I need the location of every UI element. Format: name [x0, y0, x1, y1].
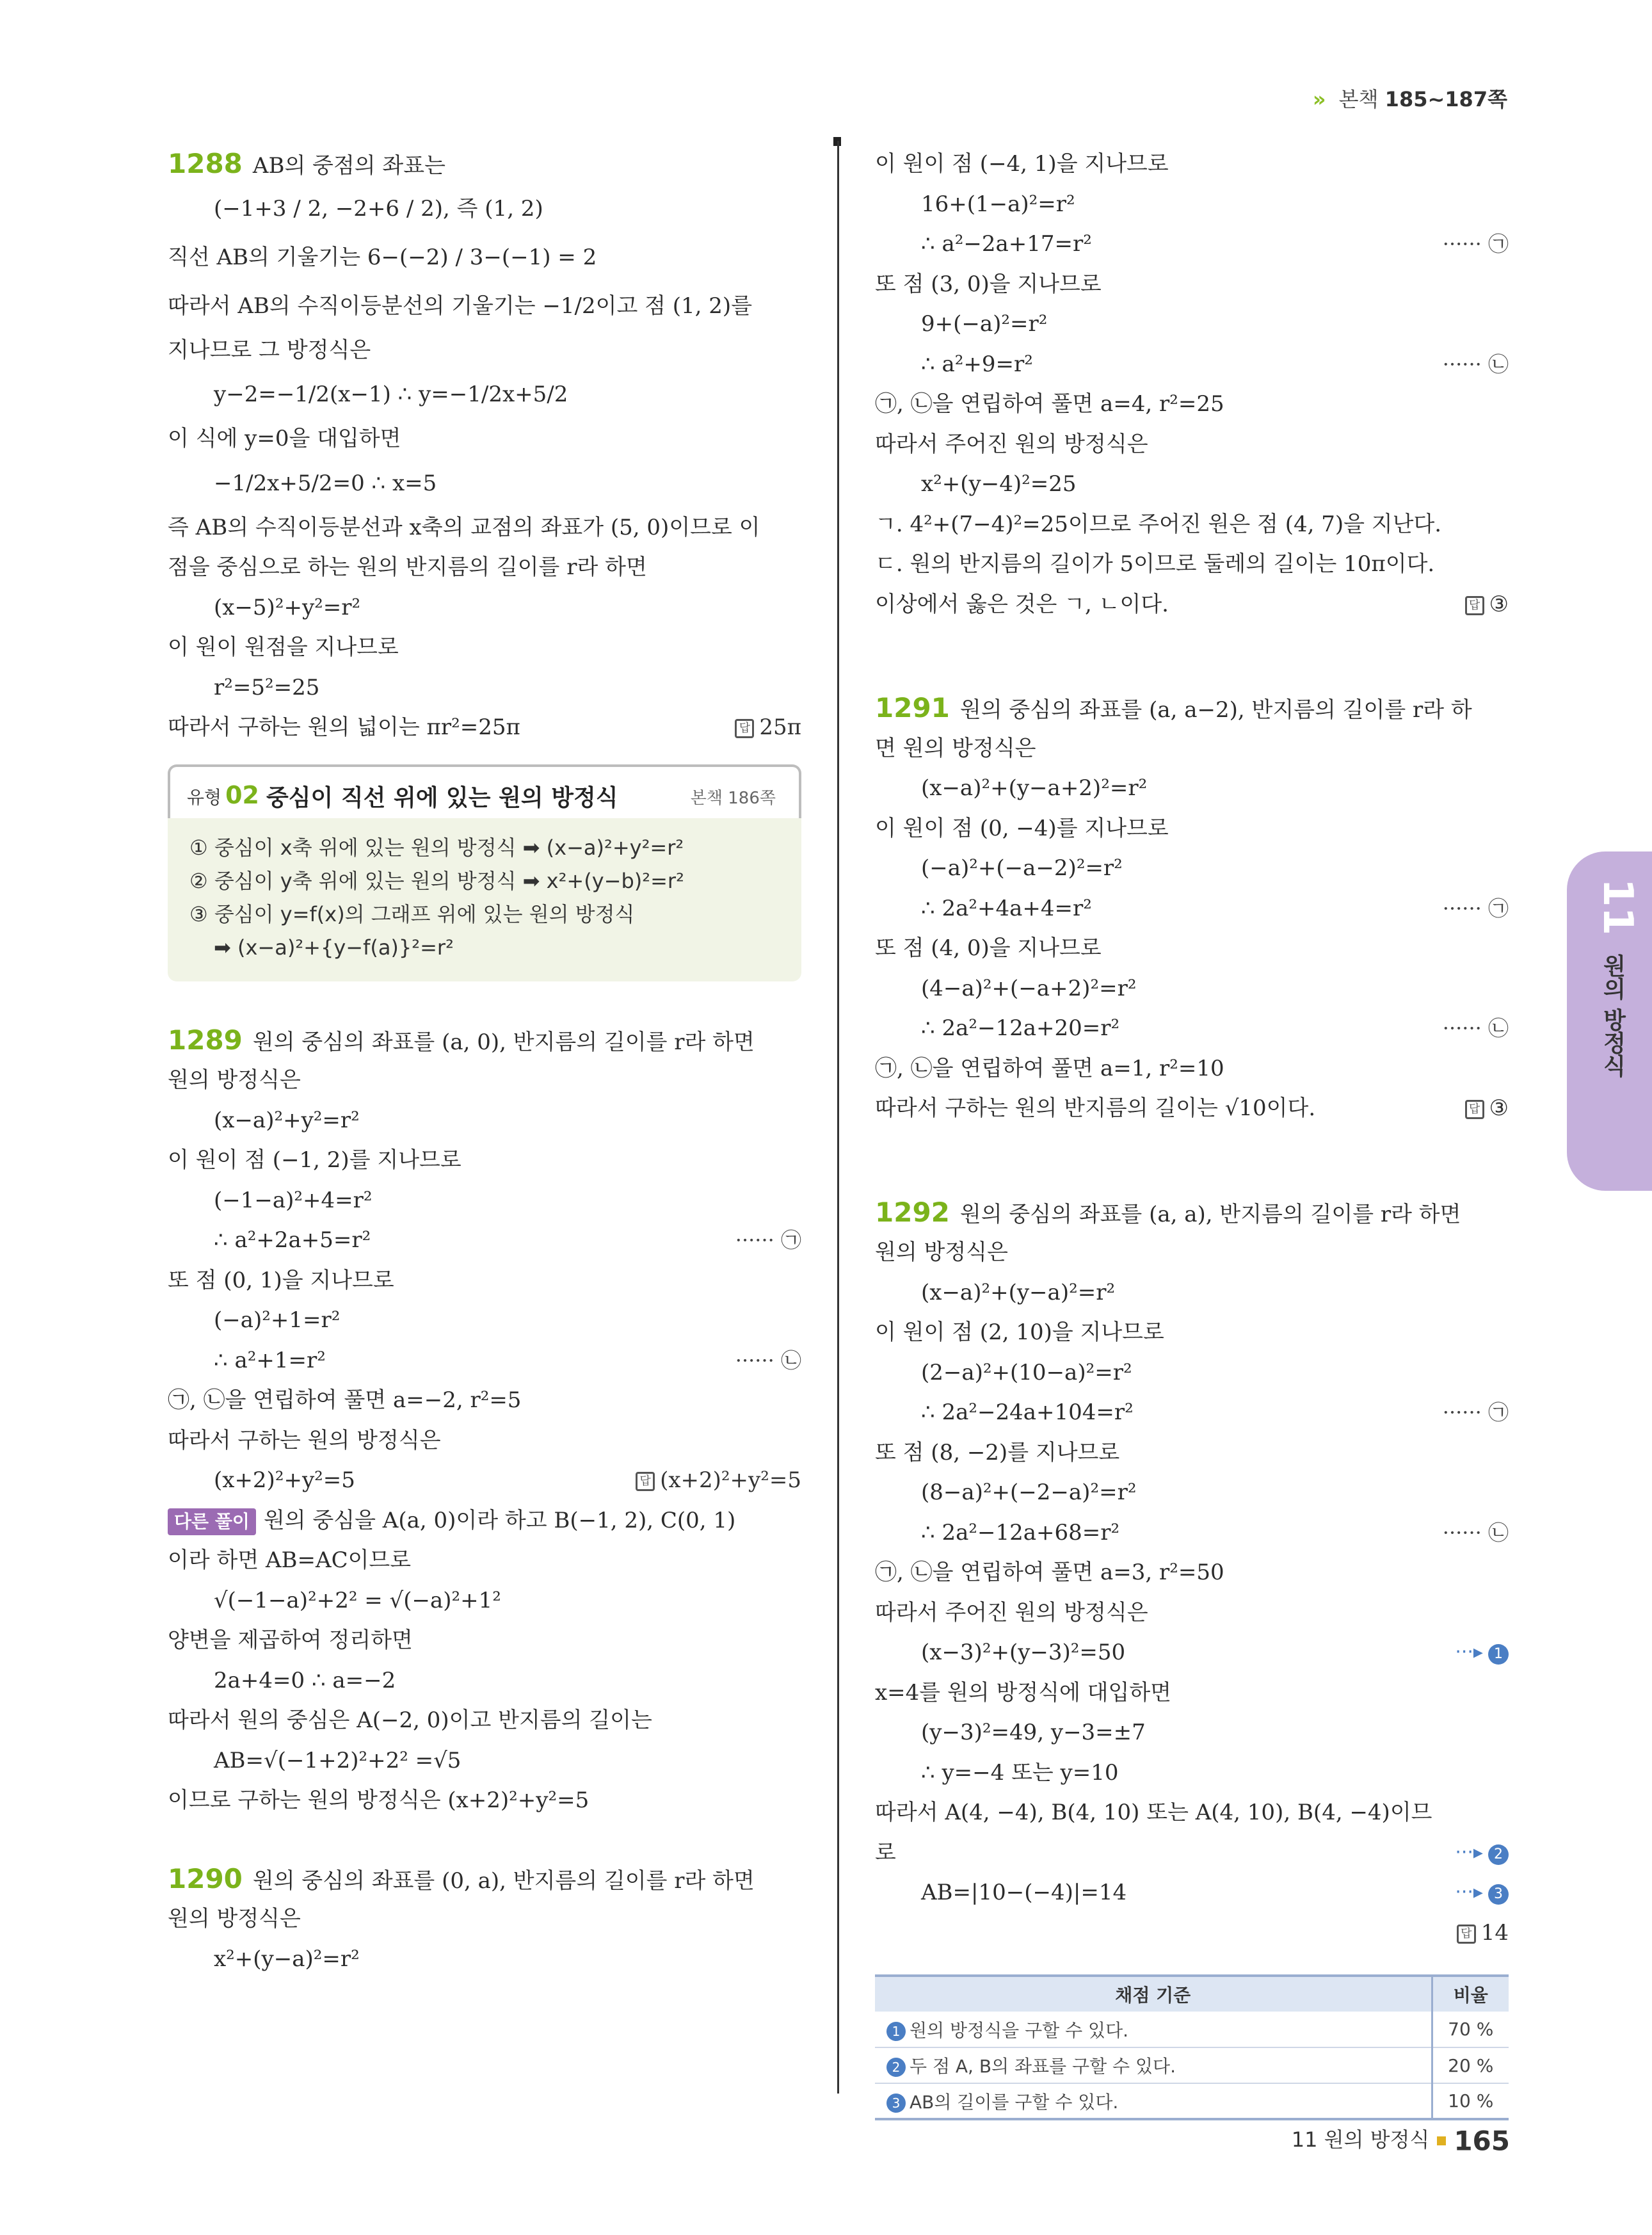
- solution-line: [168, 459, 801, 508]
- criteria-text: 원의 방정식을 구할 수 있다.: [910, 2019, 1129, 2041]
- criteria-number-icon: 3: [886, 2094, 906, 2113]
- chapter-side-tab: [1567, 851, 1652, 1191]
- line-text: AB=|10−(−4)|=14: [921, 1880, 1127, 1905]
- solution-line: [168, 1620, 801, 1661]
- type-box-body: [168, 818, 801, 981]
- line-text: x=4를 원의 방정식에 대입하면: [875, 1679, 1172, 1706]
- solution-line: [875, 928, 1509, 969]
- table-row: [875, 2083, 1509, 2119]
- solution-line: [875, 688, 1509, 729]
- solution-line: [875, 1633, 1509, 1673]
- solution-line: [168, 1741, 801, 1781]
- solution-line: [168, 233, 801, 282]
- answer: [636, 1460, 801, 1501]
- type-item: ③ 중심이 y=f(x)의 그래프 위에 있는 원의 방정식: [189, 901, 635, 926]
- solution-line: [168, 1540, 801, 1581]
- problem-number: 1290: [168, 1862, 243, 1894]
- equation-tag: ······ ㉡: [1442, 1016, 1509, 1040]
- line-text: 따라서 주어진 원의 방정식은: [875, 431, 1148, 457]
- solution-line: [168, 1140, 801, 1181]
- line-text: ∴ a²−2a+17=r²: [921, 231, 1092, 257]
- solution-line: [168, 547, 801, 588]
- line-text: ∴ 2a²−24a+104=r²: [921, 1400, 1134, 1425]
- solution-line: [168, 1460, 801, 1501]
- solution-line: [168, 1021, 801, 1061]
- right-column: [875, 144, 1509, 2120]
- solution-line: [168, 184, 801, 233]
- line-text: 이 원이 점 (2, 10)을 지나므로: [875, 1319, 1164, 1345]
- solution-line: [875, 1049, 1509, 1089]
- line-text: ∴ y=−4 또는 y=10: [921, 1759, 1119, 1786]
- criteria-header: 채점 기준: [875, 1976, 1432, 2012]
- answer-value: (x+2)²+y²=5: [660, 1467, 801, 1493]
- double-chevron-icon: »: [1312, 87, 1326, 111]
- solution-line: [168, 707, 801, 748]
- solution-line: [168, 370, 801, 419]
- line-text: 원의 방정식은: [875, 1239, 1008, 1265]
- line-text: r²=5²=25: [214, 674, 320, 700]
- problem-text: 원의 중심의 좌표를 (a, a), 반지름의 길이를 r라 하면: [959, 1201, 1461, 1227]
- line-text: (−1−a)²+4=r²: [214, 1187, 373, 1213]
- criteria-cell: [875, 2083, 1432, 2119]
- solution-line: [875, 344, 1509, 385]
- ratio-header: 비율: [1432, 1976, 1509, 2012]
- type-reference: 본책 186쪽: [690, 788, 776, 808]
- answer-icon: 답: [735, 719, 754, 738]
- solution-line: [875, 1193, 1509, 1233]
- line-text: x²+(y−4)²=25: [921, 471, 1077, 497]
- criteria-text: 두 점 A, B의 좌표를 구할 수 있다.: [910, 2056, 1176, 2077]
- problem-number: 1289: [168, 1024, 243, 1056]
- chapter-title: 원의 방정식: [1600, 954, 1626, 1077]
- solution-line: [168, 144, 801, 184]
- solution-line: [875, 544, 1509, 585]
- solution-line: [875, 729, 1509, 769]
- solution-line: [168, 1899, 801, 1939]
- answer: [1457, 1913, 1509, 1953]
- line-text: 또 점 (3, 0)을 지나므로: [875, 271, 1102, 297]
- equation-tag: ······ ㉡: [735, 1348, 801, 1373]
- line-text: 면 원의 방정식은: [875, 735, 1036, 761]
- criteria-cell: [875, 2012, 1432, 2047]
- line-text: (8−a)²+(−2−a)²=r²: [921, 1480, 1137, 1505]
- solution-line: [875, 504, 1509, 545]
- problem-text: 원의 중심의 좌표를 (a, a−2), 반지름의 길이를 r라 하: [959, 697, 1472, 723]
- solution-line: [875, 1833, 1509, 1873]
- equation-tag: ······ ㉠: [735, 1228, 801, 1252]
- line-text: 지나므로 그 방정식은: [168, 337, 371, 363]
- line-text: ㉠, ㉡을 연립하여 풀면 a=1, r²=10: [875, 1055, 1224, 1081]
- solution-line: [875, 1312, 1509, 1353]
- column-divider: [837, 141, 839, 2094]
- problem-1292: [875, 1193, 1509, 1953]
- line-text: (−1+3 / 2, −2+6 / 2), 즉 (1, 2): [214, 195, 543, 222]
- solution-line: [875, 1232, 1509, 1273]
- line-text: ∴ a²+1=r²: [214, 1347, 326, 1373]
- line-text: (−a)²+(−a−2)²=r²: [921, 855, 1123, 881]
- line-text: 또 점 (8, −2)를 지나므로: [875, 1439, 1120, 1465]
- line-text: 2a+4=0 ∴ a=−2: [214, 1667, 396, 1693]
- scoring-criteria-table: [875, 1974, 1509, 2120]
- line-text: (x−a)²+(y−a)²=r²: [921, 1279, 1116, 1305]
- solution-line: [168, 1421, 801, 1461]
- line-text: 이라 하면 AB=AC이므로: [168, 1547, 412, 1573]
- answer: [735, 707, 801, 748]
- solution-line: [875, 1392, 1509, 1433]
- line-text: 16+(1−a)²=r²: [921, 191, 1075, 217]
- line-text: (x−a)²+y²=r²: [214, 1107, 360, 1133]
- problem-1291: [875, 688, 1509, 1129]
- solution-line: [168, 1939, 801, 1980]
- solution-line: [875, 585, 1509, 625]
- line-text: 이므로 구하는 원의 방정식은 (x+2)²+y²=5: [168, 1787, 589, 1813]
- line-text: ㉠, ㉡을 연립하여 풀면 a=4, r²=25: [875, 391, 1224, 417]
- step-marker: ···▸ 1: [1455, 1633, 1509, 1673]
- type-number: 02: [225, 780, 259, 809]
- solution-line: [168, 1859, 801, 1900]
- line-text: 따라서 구하는 원의 방정식은: [168, 1427, 441, 1453]
- table-header-row: [875, 1976, 1509, 2012]
- line-text: 로: [875, 1839, 896, 1866]
- solution-line: [875, 1088, 1509, 1129]
- line-text: 또 점 (0, 1)을 지나므로: [168, 1267, 394, 1293]
- ratio-cell: 70 %: [1432, 2012, 1509, 2047]
- step-marker: ···▸ 2: [1455, 1833, 1509, 1873]
- page-footer: [1292, 2124, 1510, 2157]
- line-text: 또 점 (4, 0)을 지나므로: [875, 935, 1102, 961]
- line-text: ㄷ. 원의 반지름의 길이가 5이므로 둘레의 길이는 10π이다.: [875, 551, 1435, 577]
- solution-line: [168, 1181, 801, 1221]
- solution-line: [875, 1673, 1509, 1713]
- problem-text: 원의 중심의 좌표를 (a, 0), 반지름의 길이를 r라 하면: [252, 1029, 755, 1055]
- solution-line: [875, 1353, 1509, 1393]
- header-label: 본책: [1338, 87, 1379, 111]
- alt-solution-badge: 다른 풀이: [168, 1508, 256, 1535]
- solution-line: [168, 1700, 801, 1741]
- line-text: 원의 방정식은: [168, 1906, 301, 1932]
- solution-line: [168, 330, 801, 371]
- line-text: ∴ 2a²+4a+4=r²: [921, 895, 1092, 921]
- line-text: 따라서 주어진 원의 방정식은: [875, 1599, 1148, 1626]
- solution-line: [168, 282, 801, 330]
- solution-line: [875, 1793, 1509, 1833]
- line-text: 즉 AB의 수직이등분선과 x축의 교점의 좌표가 (5, 0)이므로 이: [168, 514, 760, 540]
- solution-line: [875, 1273, 1509, 1313]
- answer-value: 25π: [759, 714, 801, 740]
- line-text: 따라서 A(4, −4), B(4, 10) 또는 A(4, 10), B(4, −4)이므: [875, 1800, 1432, 1825]
- line-text: (4−a)²+(−a+2)²=r²: [921, 975, 1137, 1001]
- solution-line: [168, 419, 801, 459]
- solution-line: [875, 384, 1509, 424]
- criteria-number-icon: 2: [886, 2058, 906, 2077]
- criteria-text: AB의 길이를 구할 수 있다.: [910, 2091, 1119, 2113]
- solution-line: [875, 464, 1509, 504]
- solution-line: [875, 1913, 1509, 1953]
- answer-icon: 답: [1457, 1924, 1476, 1944]
- line-text: 이 원이 점 (−4, 1)을 지나므로: [875, 151, 1169, 177]
- solution-line: [875, 889, 1509, 929]
- line-text: 점을 중심으로 하는 원의 반지름의 길이를 r라 하면: [168, 554, 647, 580]
- problem-1288: [168, 144, 801, 748]
- equation-tag: ······ ㉠: [1442, 232, 1509, 256]
- line-text: 직선 AB의 기울기는 6−(−2) / 3−(−1) = 2: [168, 244, 597, 270]
- solution-line: [168, 668, 801, 708]
- step-number-icon: 1: [1488, 1644, 1509, 1665]
- solution-line: [875, 809, 1509, 849]
- line-text: (2−a)²+(10−a)²=r²: [921, 1359, 1132, 1385]
- line-text: 이 원이 원점을 지나므로: [168, 634, 399, 660]
- line-text: −1/2x+5/2=0 ∴ x=5: [214, 470, 437, 496]
- line-text: x²+(y−a)²=r²: [214, 1946, 360, 1972]
- line-text: 이 원이 점 (0, −4)를 지나므로: [875, 815, 1169, 841]
- line-text: (−a)²+1=r²: [214, 1307, 341, 1333]
- equation-tag: ······ ㉡: [1442, 351, 1509, 376]
- left-column: [168, 144, 801, 1979]
- solution-line: [875, 848, 1509, 889]
- ratio-cell: 10 %: [1432, 2083, 1509, 2119]
- equation-tag: ······ ㉠: [1442, 896, 1509, 921]
- line-text: 따라서 AB의 수직이등분선의 기울기는 −1/2이고 점 (1, 2)를: [168, 293, 753, 319]
- solution-line: [168, 1581, 801, 1621]
- solution-line: [168, 1060, 801, 1101]
- line-text: (x−a)²+(y−a+2)²=r²: [921, 775, 1148, 801]
- line-text: (x−3)²+(y−3)²=50: [921, 1640, 1126, 1665]
- footer-chapter: 11 원의 방정식: [1291, 2127, 1430, 2152]
- step-number-icon: 3: [1488, 1884, 1509, 1905]
- solution-line: [168, 1300, 801, 1341]
- type-item: ➡ (x−a)²+{y−f(a)}²=r²: [214, 935, 454, 960]
- answer-icon: 답: [1465, 1100, 1484, 1119]
- line-text: ∴ a²+9=r²: [921, 351, 1033, 377]
- solution-line: [875, 264, 1509, 305]
- equation-tag: ······ ㉠: [1442, 1400, 1509, 1424]
- type-item: ① 중심이 x축 위에 있는 원의 방정식 ➡ (x−a)²+y²=r²: [189, 835, 684, 860]
- solution-line: [875, 1473, 1509, 1513]
- line-text: (x+2)²+y²=5: [214, 1467, 355, 1493]
- line-text: ㄱ. 4²+(7−4)²=25이므로 주어진 원은 점 (4, 7)을 지난다.: [875, 511, 1442, 537]
- type-item: ② 중심이 y축 위에 있는 원의 방정식 ➡ x²+(y−b)²=r²: [189, 868, 684, 893]
- line-text: 이 식에 y=0을 대입하면: [168, 426, 401, 451]
- answer: [1465, 585, 1509, 625]
- line-text: 양변을 제곱하여 정리하면: [168, 1627, 413, 1653]
- answer-value: ③: [1489, 1095, 1509, 1121]
- solution-line: [168, 1661, 801, 1701]
- line-text: 9+(−a)²=r²: [921, 311, 1048, 337]
- type-box-header: [168, 764, 801, 818]
- solution-line: [875, 424, 1509, 465]
- type-box: [168, 764, 801, 982]
- solution-line: [168, 1261, 801, 1301]
- answer-value: 14: [1480, 1919, 1509, 1946]
- solution-line: [875, 1513, 1509, 1553]
- line-text: 이 원이 점 (−1, 2)를 지나므로: [168, 1147, 461, 1173]
- line-text: 원의 방정식은: [168, 1067, 301, 1093]
- line-text: 따라서 원의 중심은 A(−2, 0)이고 반지름의 길이는: [168, 1707, 652, 1733]
- criteria-cell: [875, 2047, 1432, 2083]
- header-page-reference: [1313, 83, 1507, 113]
- line-text: ㉠, ㉡을 연립하여 풀면 a=3, r²=50: [875, 1560, 1224, 1585]
- equation-tag: ······ ㉡: [1442, 1520, 1509, 1545]
- solution-line: [168, 627, 801, 668]
- problem-1290: [168, 1859, 801, 1980]
- step-number-icon: 2: [1488, 1844, 1509, 1865]
- table-row: [875, 2047, 1509, 2083]
- step-marker: ···▸ 3: [1455, 1873, 1509, 1913]
- solution-line: [875, 1713, 1509, 1753]
- problem-1289: [168, 1021, 801, 1821]
- solution-line: [168, 588, 801, 628]
- problem-text: AB의 중점의 좌표는: [252, 153, 445, 179]
- answer-icon: 답: [636, 1472, 655, 1491]
- solution-line: [875, 304, 1509, 344]
- answer-icon: 답: [1465, 596, 1484, 615]
- solution-line: [168, 1380, 801, 1421]
- chapter-number: 11: [1594, 878, 1641, 936]
- solution-line: [875, 768, 1509, 809]
- page-number: 165: [1454, 2125, 1510, 2157]
- solution-line: [168, 1101, 801, 1141]
- footer-square-icon: [1437, 2136, 1446, 2145]
- problem-number: 1291: [875, 692, 950, 723]
- solution-line: [875, 969, 1509, 1009]
- line-text: ㉠, ㉡을 연립하여 풀면 a=−2, r²=5: [168, 1387, 522, 1413]
- line-text: 원의 중심을 A(a, 0)이라 하고 B(−1, 2), C(0, 1): [263, 1507, 736, 1533]
- solution-line: [168, 1341, 801, 1381]
- line-text: ∴ 2a²−12a+68=r²: [921, 1519, 1120, 1545]
- line-text: 이상에서 옳은 것은 ㄱ, ㄴ이다.: [875, 591, 1169, 617]
- solution-line: [875, 144, 1509, 184]
- solution-line: [168, 1220, 801, 1261]
- answer: [1465, 1088, 1509, 1129]
- line-text: √(−1−a)²+2² = √(−a)²+1²: [214, 1587, 501, 1613]
- table-row: [875, 2012, 1509, 2047]
- solution-line: [875, 1008, 1509, 1049]
- line-text: 따라서 구하는 원의 넓이는 πr²=25π: [168, 714, 520, 740]
- type-label: 유형: [187, 786, 222, 808]
- line-text: 따라서 구하는 원의 반지름의 길이는 √10이다.: [875, 1095, 1316, 1121]
- line-text: AB=√(−1+2)²+2² =√5: [214, 1747, 461, 1773]
- solution-line: [875, 184, 1509, 225]
- solution-line: [875, 1553, 1509, 1593]
- line-text: (y−3)²=49, y−3=±7: [921, 1720, 1146, 1745]
- solution-line: [875, 1873, 1509, 1913]
- criteria-number-icon: 1: [886, 2022, 906, 2041]
- solution-line: [875, 1433, 1509, 1473]
- line-text: (x−5)²+y²=r²: [214, 594, 361, 620]
- solution-line: [875, 224, 1509, 264]
- problem-number: 1288: [168, 148, 243, 179]
- type-title: 중심이 직선 위에 있는 원의 방정식: [266, 784, 618, 811]
- problem-1290-continued: [875, 144, 1509, 624]
- line-text: ∴ 2a²−12a+20=r²: [921, 1015, 1120, 1041]
- line-text: ∴ a²+2a+5=r²: [214, 1227, 371, 1253]
- header-range: 185~187쪽: [1384, 87, 1507, 111]
- answer-value: ③: [1489, 591, 1509, 617]
- ratio-cell: 20 %: [1432, 2047, 1509, 2083]
- solution-line: [875, 1593, 1509, 1633]
- solution-line: [875, 1753, 1509, 1793]
- line-text: y−2=−1/2(x−1) ∴ y=−1/2x+5/2: [214, 382, 568, 407]
- solution-line: [168, 1780, 801, 1821]
- solution-line: [168, 1501, 801, 1541]
- solution-line: [168, 508, 801, 548]
- problem-number: 1292: [875, 1196, 950, 1228]
- problem-text: 원의 중심의 좌표를 (0, a), 반지름의 길이를 r라 하면: [252, 1868, 755, 1894]
